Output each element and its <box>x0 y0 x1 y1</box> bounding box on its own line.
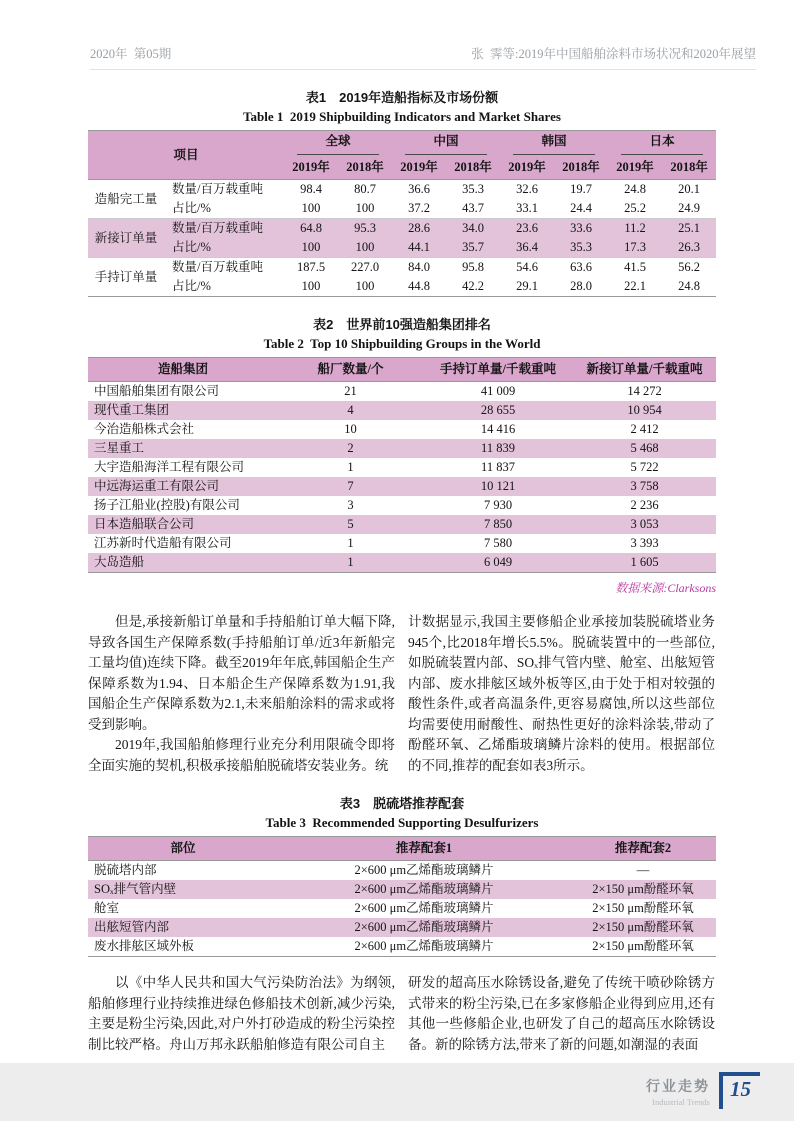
cell: 36.4 <box>500 238 554 258</box>
paragraph: 计数据显示,我国主要修船企业承接加装脱硫塔业务945个,比2018年增长5.5%。脱硫装置中的一些部位,如脱硫装置内部、SOₓ排气管内壁、舱室、出舷短管内部、废水排舷区域外板等区,由于处于相对较强的酸性条件,或者高温条件,更容易腐蚀,所以这些部位均需要使用耐酸性、耐热性更好的涂料涂装,带动了酚醛环氧、乙烯酯玻璃鳞片涂料的使用。根据部位的不同,推荐的配套如表3所示。 <box>408 614 715 773</box>
cell: 24.8 <box>624 182 646 196</box>
body-text-block-1 <box>88 612 716 776</box>
table2-caption-en: Table 2 Top 10 Shipbuilding Groups in the World <box>263 336 541 351</box>
cell: 2×600 μm乙烯酯玻璃鳞片 <box>278 880 570 899</box>
cell: 中国船舶集团有限公司 <box>94 384 220 398</box>
cell: 14 272 <box>627 384 662 398</box>
cell: 今治造船株式会社 <box>94 422 195 436</box>
cell: 41.5 <box>608 258 662 278</box>
cell: 22.1 <box>624 279 646 293</box>
cell: 95.8 <box>446 258 500 278</box>
cell: 3 <box>347 498 354 512</box>
table-recommended-desulfurizer-coatings <box>88 836 716 957</box>
column-header: 手持订单量/千载重吨 <box>423 358 573 382</box>
table-row <box>88 258 716 278</box>
cell: 21 <box>344 384 357 398</box>
cell: 33.1 <box>516 201 538 215</box>
page-footer <box>0 1063 794 1121</box>
year-header: 2018年 <box>662 155 716 180</box>
cell: 2×150 μm酚醛环氧 <box>570 918 716 937</box>
cell: 10 <box>344 422 357 436</box>
cell: 6 049 <box>423 553 573 573</box>
cell: 占比/% <box>172 279 211 293</box>
cell: 占比/% <box>164 238 284 258</box>
table-top10-shipbuilding-groups <box>88 357 716 573</box>
cell: 100 <box>301 201 321 215</box>
body-text-block-2 <box>88 973 716 1055</box>
table-row <box>88 458 716 477</box>
cell: SOₓ排气管内壁 <box>88 880 278 899</box>
cell: 64.8 <box>284 219 338 239</box>
cell: 24.9 <box>678 201 700 215</box>
column-group-header <box>500 131 608 156</box>
year-header: 2018年 <box>338 155 392 180</box>
paragraph: 2019年,我国船舶修理行业充分利用限硫令即将全面实施的契机,积极承接船舶脱硫塔安装业务。统 <box>88 737 395 773</box>
table-row <box>88 382 716 402</box>
column-header: 新接订单量/千载重吨 <box>573 358 716 382</box>
table-row <box>88 199 716 219</box>
table-row <box>88 238 716 258</box>
cell: 26.3 <box>662 238 716 258</box>
cell: 大宇造船海洋工程有限公司 <box>94 460 245 474</box>
cell: 5 722 <box>630 460 659 474</box>
table-row <box>88 937 716 957</box>
cell: 42.2 <box>462 279 484 293</box>
cell: 28.6 <box>392 219 446 239</box>
cell: 1 <box>347 460 354 474</box>
cell: 11 837 <box>481 460 515 474</box>
cell: 20.1 <box>678 182 700 196</box>
cell: 100 <box>301 279 321 293</box>
table-row <box>88 534 716 553</box>
cell: 35.3 <box>554 238 608 258</box>
table1-header-row <box>88 131 716 156</box>
page-header <box>90 44 756 70</box>
row-group-label: 造船完工量 <box>94 191 158 206</box>
table2-header-row <box>88 358 716 382</box>
cell: 2×150 μm酚醛环氧 <box>592 901 694 915</box>
cell: 100 <box>284 238 338 258</box>
cell: 41 009 <box>480 384 516 398</box>
year-header: 2019年 <box>392 155 446 180</box>
paragraph: 但是,承接新船订单量和手持船舶订单大幅下降,导致各国生产保障系数(手持船舶订单/近3年新船完工量均值)连续下降。截至2019年年底,韩国船企生产保障系数为1.94、日本船企生产保障系数为1.91,我国船企生产保障系数为2.1,未来船舶涂料的需求或将受到影响。 <box>88 614 395 732</box>
text-column-right <box>408 973 715 1055</box>
table-row <box>88 420 716 439</box>
cell: 100 <box>338 238 392 258</box>
year-header: 2019年 <box>500 155 554 180</box>
table-row <box>88 553 716 573</box>
year-header: 2018年 <box>554 155 608 180</box>
table-row <box>88 861 716 881</box>
cell: 1 605 <box>573 553 716 573</box>
cell: 2×600 μm乙烯酯玻璃鳞片 <box>278 918 570 937</box>
cell: 95.3 <box>338 219 392 239</box>
column-header: 船厂数量/个 <box>278 358 423 382</box>
cell: 44.8 <box>408 279 430 293</box>
cell: 24.4 <box>570 201 592 215</box>
table-row <box>88 918 716 937</box>
cell: 占比/% <box>172 201 211 215</box>
year-header: 2018年 <box>446 155 500 180</box>
footer-section-zh: 行业走势 <box>646 1078 710 1094</box>
cell: 数量/百万载重吨 <box>164 258 284 278</box>
cell: 2×600 μm乙烯酯玻璃鳞片 <box>354 863 494 877</box>
cell: 32.6 <box>516 182 538 196</box>
cell: 17.3 <box>608 238 662 258</box>
table3-header-row <box>88 837 716 861</box>
cell: 三星重工 <box>88 439 278 458</box>
cell: 2×150 μm酚醛环氧 <box>592 939 694 953</box>
cell: 大岛造船 <box>88 553 278 573</box>
table-row <box>88 899 716 918</box>
cell: 现代重工集团 <box>88 401 278 420</box>
cell: 10 121 <box>423 477 573 496</box>
column-group-header <box>608 131 716 156</box>
cell: 25.2 <box>624 201 646 215</box>
table-shipbuilding-indicators <box>88 130 716 297</box>
cell: 14 416 <box>480 422 516 436</box>
cell: 37.2 <box>408 201 430 215</box>
table-row <box>88 515 716 534</box>
table1-caption-zh: 表1 2019年造船指标及市场份额 <box>305 90 499 105</box>
row-group-label: 新接订单量 <box>88 219 164 258</box>
cell: 废水排舷区域外板 <box>94 939 195 953</box>
cell: 数量/百万载重吨 <box>172 182 263 196</box>
cell: 中远海运重工有限公司 <box>88 477 278 496</box>
cell: 10 954 <box>573 401 716 420</box>
data-source-note: 数据来源:Clarksons <box>615 581 716 595</box>
table-row <box>88 439 716 458</box>
cell: 23.6 <box>500 219 554 239</box>
table-row <box>88 477 716 496</box>
cell: 43.7 <box>462 201 484 215</box>
group-label: 韩国 <box>513 131 595 155</box>
cell: 舱室 <box>94 901 120 915</box>
table-row <box>88 880 716 899</box>
cell: 5 468 <box>573 439 716 458</box>
cell: 35.7 <box>446 238 500 258</box>
column-header: 部位 <box>88 837 278 861</box>
cell: 44.1 <box>392 238 446 258</box>
group-label: 日本 <box>621 131 703 155</box>
table-row <box>88 401 716 420</box>
cell: 2 <box>278 439 423 458</box>
page-content <box>88 87 716 1055</box>
text-column-left <box>88 612 395 776</box>
cell: 3 393 <box>630 536 659 550</box>
cell: 7 580 <box>483 536 513 550</box>
issue-label: 2020年 第05期 <box>90 47 172 61</box>
cell: 80.7 <box>354 182 376 196</box>
cell: 34.0 <box>446 219 500 239</box>
row-group-label: 手持订单量 <box>88 258 164 297</box>
cell: 11 839 <box>423 439 573 458</box>
cell: 7 <box>278 477 423 496</box>
cell: 56.2 <box>662 258 716 278</box>
cell: 36.6 <box>408 182 430 196</box>
table3-caption-zh: 表3 脱硫塔推荐配套 <box>339 796 465 811</box>
page-number-bracket <box>719 1072 760 1109</box>
cell: 100 <box>355 279 375 293</box>
cell: — <box>636 863 650 877</box>
cell: 227.0 <box>338 258 392 278</box>
table-row <box>88 180 716 200</box>
table-row <box>88 219 716 239</box>
cell: 3 758 <box>573 477 716 496</box>
cell: 4 <box>278 401 423 420</box>
paragraph: 以《中华人民共和国大气污染防治法》为纲领,船舶修理行业持续推进绿色修船技术创新,减少污染,主要是粉尘污染,因此,对户外打砂造成的粉尘污染控制比较严格。舟山万邦永跃船舶修造有限公司自主 <box>88 975 395 1052</box>
cell: 3 053 <box>573 515 716 534</box>
cell: 19.7 <box>570 182 592 196</box>
cell: 脱硫塔内部 <box>94 863 157 877</box>
cell: 7 850 <box>423 515 573 534</box>
cell: 98.4 <box>300 182 322 196</box>
cell: 63.6 <box>554 258 608 278</box>
table-row <box>88 496 716 515</box>
text-column-right <box>408 612 715 776</box>
cell: 出舷短管内部 <box>88 918 278 937</box>
text-column-left <box>88 973 395 1055</box>
cell: 2 236 <box>630 498 659 512</box>
cell: 100 <box>355 201 375 215</box>
column-header: 推荐配套2 <box>570 837 716 861</box>
column-header: 项目 <box>88 131 284 180</box>
cell: 25.1 <box>662 219 716 239</box>
cell: 11.2 <box>608 219 662 239</box>
cell: 33.6 <box>554 219 608 239</box>
cell: 28 655 <box>423 401 573 420</box>
cell: 2×600 μm乙烯酯玻璃鳞片 <box>354 901 494 915</box>
column-header: 造船集团 <box>88 358 278 382</box>
cell: 扬子江船业(控股)有限公司 <box>94 498 240 512</box>
column-group-header <box>392 131 500 156</box>
table-row <box>88 277 716 297</box>
cell: 1 <box>347 536 354 550</box>
cell: 54.6 <box>500 258 554 278</box>
table3-caption-en: Table 3 Recommended Supporting Desulfurizers <box>265 815 539 830</box>
cell: 5 <box>278 515 423 534</box>
cell: 7 930 <box>483 498 513 512</box>
cell: 35.3 <box>462 182 484 196</box>
cell: 84.0 <box>392 258 446 278</box>
cell: 2×150 μm酚醛环氧 <box>570 880 716 899</box>
cell: 28.0 <box>570 279 592 293</box>
cell: 数量/百万载重吨 <box>164 219 284 239</box>
footer-section-en: Industrial Trends <box>652 1097 710 1107</box>
cell: 日本造船联合公司 <box>88 515 278 534</box>
group-label: 中国 <box>405 131 487 155</box>
year-header: 2019年 <box>284 155 338 180</box>
column-group-header <box>284 131 392 156</box>
cell: 1 <box>278 553 423 573</box>
paragraph: 研发的超高压水除锈设备,避免了传统干喷砂除锈方式带来的粉尘污染,已在多家修船企业得到应用,还有其他一些修船企业,也研发了自己的超高压水除锈设备。新的除锈方法,带来了新的问题,如潮湿的表面 <box>408 975 715 1052</box>
footer-section-titles <box>646 1076 710 1107</box>
footer-section-block <box>646 1072 760 1109</box>
cell: 187.5 <box>284 258 338 278</box>
cell: 24.8 <box>678 279 700 293</box>
group-label: 全球 <box>297 131 379 155</box>
page-number: 15 <box>730 1077 751 1101</box>
cell: 29.1 <box>516 279 538 293</box>
cell: 江苏新时代造船有限公司 <box>94 536 232 550</box>
cell: 2 412 <box>630 422 659 436</box>
table2-caption-zh: 表2 世界前10强造船集团排名 <box>313 317 491 332</box>
column-header: 推荐配套1 <box>278 837 570 861</box>
table1-caption-en: Table 1 2019 Shipbuilding Indicators and Market Shares <box>243 109 561 124</box>
running-title: 张 霁等:2019年中国船舶涂料市场状况和2020年展望 <box>471 47 756 61</box>
cell: 2×600 μm乙烯酯玻璃鳞片 <box>354 939 494 953</box>
year-header: 2019年 <box>608 155 662 180</box>
